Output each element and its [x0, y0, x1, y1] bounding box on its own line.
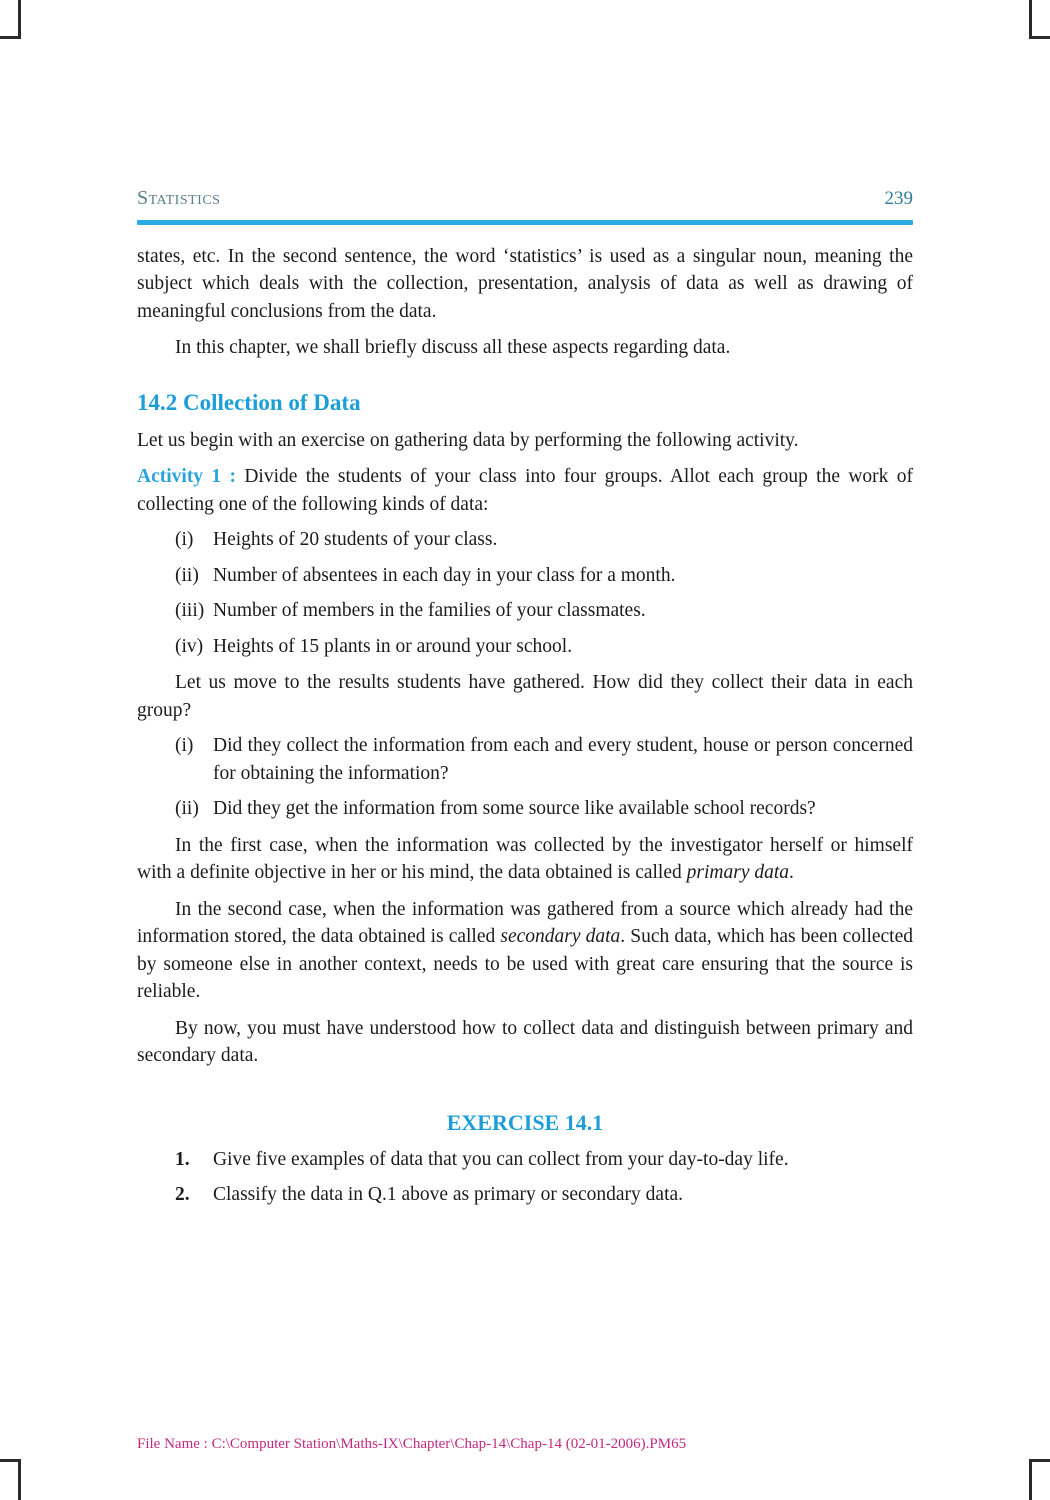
list-item-text: Did they collect the information from each and every student, house or person concerned for obtaining the information?: [213, 735, 913, 784]
list-item-text: Heights of 15 plants in or around your school.: [213, 635, 573, 657]
crop-mark-bottom-left-horizontal: [0, 1459, 21, 1462]
page-number: 239: [884, 188, 913, 209]
exercise-item-text: Classify the data in Q.1 above as primary or secondary data.: [213, 1184, 684, 1205]
questions-list: [137, 732, 913, 823]
header-rule: [137, 220, 913, 225]
list-item-text: Number of members in the families of your classmates.: [213, 600, 646, 621]
crop-mark-bottom-right-vertical: [1029, 1459, 1032, 1500]
list-item: [175, 633, 913, 661]
crop-mark-bottom-left-vertical: [18, 1459, 21, 1500]
paragraph-summary: By now, you must have understood how to collect data and distinguish between primary and secondary data.: [137, 1017, 913, 1066]
primary-data-term: primary data: [686, 862, 790, 883]
paragraph-text: . Such data, which has been collected by someone else in another context, needs to be used with great care ensuring that the source is reliable.: [137, 926, 913, 1002]
exercise-item: [175, 1181, 913, 1209]
paragraph-text: .: [789, 862, 794, 883]
list-item-text: Heights of 20 students of your class.: [213, 529, 498, 550]
exercise-item-text: Give five examples of data that you can collect from your day-to-day life.: [213, 1148, 789, 1170]
list-marker: (i): [175, 529, 194, 550]
running-head: Statistics: [137, 187, 221, 209]
page-content: [137, 185, 913, 1209]
secondary-data-term: secondary data: [500, 926, 621, 947]
list-marker: (ii): [175, 564, 199, 586]
page-header: [137, 185, 913, 213]
list-item: [175, 526, 913, 554]
list-marker: (ii): [175, 798, 199, 819]
crop-mark-top-left-vertical: [18, 0, 21, 39]
list-item: [175, 562, 913, 590]
paragraph-intro-1: states, etc. In the second sentence, the word ‘statistics’ is used as a singular noun, meaning the subject which deals with the collection, presentation, analysis of data as well as drawing of meaningful conclusions from the data.: [137, 245, 913, 322]
crop-mark-top-right-vertical: [1029, 0, 1032, 39]
list-marker: (iii): [175, 600, 205, 621]
list-item-text: Number of absentees in each day in your class for a month.: [213, 564, 676, 586]
section-heading: 14.2 Collection of Data: [137, 389, 361, 415]
paragraph-activity: [137, 463, 913, 518]
paragraph-text: In the first case, when the information was collected by the investigator herself or himself with a definite objective in her or his mind, the data obtained is called: [137, 834, 913, 883]
paragraph-results: Let us move to the results students have gathered. How did they collect their data in each group?: [137, 672, 913, 721]
list-item: [175, 597, 913, 625]
exercise-item-number: 1.: [175, 1148, 190, 1170]
paragraph-text: In the second case, when the information was gathered from a source which already had the information stored, the data obtained is called: [137, 898, 913, 947]
list-marker: (i): [175, 735, 194, 756]
paragraph-primary-data: [137, 832, 913, 887]
crop-mark-bottom-right-horizontal: [1029, 1459, 1050, 1462]
exercise-item: [175, 1146, 913, 1174]
crop-mark-top-right-horizontal: [1029, 36, 1050, 39]
activity-label: Activity 1 :: [137, 466, 236, 487]
list-item-text: Did they get the information from some source like available school records?: [213, 798, 816, 819]
list-item: [175, 795, 913, 823]
paragraph-intro-2: In this chapter, we shall briefly discuss all these aspects regarding data.: [175, 337, 731, 358]
exercise-item-number: 2.: [175, 1184, 190, 1205]
list-item: [175, 732, 913, 787]
exercise-list: [137, 1146, 913, 1209]
exercise-heading: EXERCISE 14.1: [446, 1109, 604, 1135]
paragraph-secondary-data: [137, 896, 913, 1006]
crop-mark-top-left-horizontal: [0, 36, 21, 39]
activity-text: Divide the students of your class into four groups. Allot each group the work of collecting one of the following kinds of data:: [137, 466, 913, 515]
paragraph-lead: Let us begin with an exercise on gathering data by performing the following activity.: [137, 429, 799, 451]
data-kinds-list: [137, 526, 913, 660]
file-name-footer: File Name : C:\Computer Station\Maths-IX\Chapter\Chap-14\Chap-14 (02-01-2006).PM65: [137, 1436, 687, 1452]
list-marker: (iv): [175, 635, 204, 657]
